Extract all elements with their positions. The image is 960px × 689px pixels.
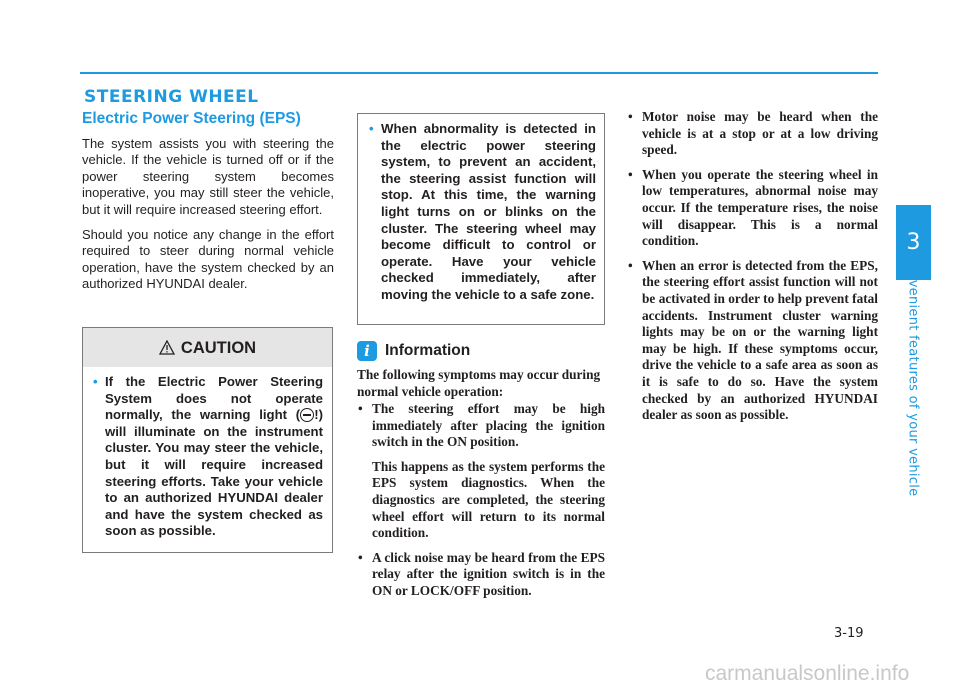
caution-body bbox=[83, 367, 332, 540]
list-item bbox=[357, 401, 605, 542]
eps-paragraph-1: The system assists you with steering the vehicle. If the vehicle is turned off or if the power steering system becomes inoperative, you may still steer the vehicle, but it will require increased steering effort. bbox=[82, 136, 334, 217]
list-item bbox=[357, 550, 605, 600]
caution-text-part-1: If the Electric Power Steering System does not operate normally, the warning light ( bbox=[105, 374, 323, 423]
section-title: STEERING WHEEL bbox=[84, 87, 259, 107]
bullet-icon: • bbox=[628, 257, 633, 273]
caution-title: CAUTION bbox=[180, 339, 257, 357]
list-item-text: Motor noise may be heard when the vehicle is at a stop or at a low driving speed. bbox=[642, 109, 878, 158]
info-icon: i bbox=[357, 341, 377, 361]
warning-triangle-icon bbox=[159, 330, 175, 370]
caution-box bbox=[82, 327, 333, 553]
bullet-icon: • bbox=[628, 166, 633, 182]
bullet-icon: • bbox=[369, 121, 374, 136]
eps-body bbox=[82, 136, 334, 302]
information-list bbox=[357, 401, 605, 608]
caution-header bbox=[83, 328, 332, 367]
eps-paragraph-2: Should you notice any change in the effort required to steer during normal vehicle operation, have the system checked by an authorized HYUNDAI dealer. bbox=[82, 227, 334, 292]
information-intro: The following symptoms may occur during normal vehicle operation: bbox=[357, 367, 601, 399]
caution-text bbox=[93, 374, 323, 540]
list-item bbox=[627, 167, 878, 250]
eps-heading: Electric Power Steering (EPS) bbox=[82, 110, 301, 127]
bullet-icon: • bbox=[358, 549, 363, 565]
list-item-text: The steering effort may be high immediately after placing the ignition switch in the ON position. bbox=[372, 401, 605, 450]
watermark: carmanualsonline.info bbox=[705, 662, 910, 685]
list-item bbox=[627, 109, 878, 159]
warning-text-content: When abnormality is detected in the electric power steering system, to prevent an accident, the steering assist function will stop. At this time, the warning light turns on or blinks on the cluster. The steering wheel may become difficult to control or operate. Have your vehicle checked immediately, after moving the vehicle to a safe zone. bbox=[381, 121, 596, 302]
caution-text-part-2: !) will illuminate on the instrument cluster. You may steer the vehicle, but it will require increased steering efforts. Take your vehicle to an authorized HYUNDAI dealer and have the system checked as soon as possible. bbox=[105, 407, 323, 539]
information-title: Information bbox=[385, 342, 471, 359]
bullet-icon: • bbox=[358, 401, 363, 416]
list-item-text: When you operate the steering wheel in low temperatures, abnormal noise may occur. If the temperature rises, the noise will disappear. This is a normal condition. bbox=[642, 166, 878, 249]
information-list-continued bbox=[627, 109, 878, 432]
steering-warning-icon bbox=[300, 408, 314, 422]
list-item bbox=[627, 258, 878, 424]
warning-text bbox=[369, 121, 596, 304]
list-item-text: When an error is detected from the EPS, the steering effort assist function will not be activated in order to help prevent fatal accidents. Instrument cluster warning lights may be on or the warning light may be high. If these symptoms occur, drive the vehicle to a safe area as soon as it is safe to do so. Have the system checked by an authorized HYUNDAI dealer as soon as possible. bbox=[642, 257, 878, 423]
bullet-icon: • bbox=[93, 374, 98, 389]
list-item-extra: This happens as the system performs the EPS system diagnostics. When the diagnostics are completed, the steering wheel effort will return to its normal condition. bbox=[372, 458, 605, 541]
information-heading bbox=[357, 341, 470, 361]
chapter-title: Convenient features of your vehicle bbox=[905, 253, 921, 497]
page-number: 3-19 bbox=[834, 626, 864, 641]
chapter-tab: 3 bbox=[896, 205, 931, 280]
header-rule bbox=[80, 72, 878, 74]
bullet-icon: • bbox=[628, 109, 633, 124]
list-item-text: A click noise may be heard from the EPS relay after the ignition switch is in the ON or LOCK/OFF position. bbox=[372, 549, 605, 598]
warning-box bbox=[357, 113, 605, 325]
